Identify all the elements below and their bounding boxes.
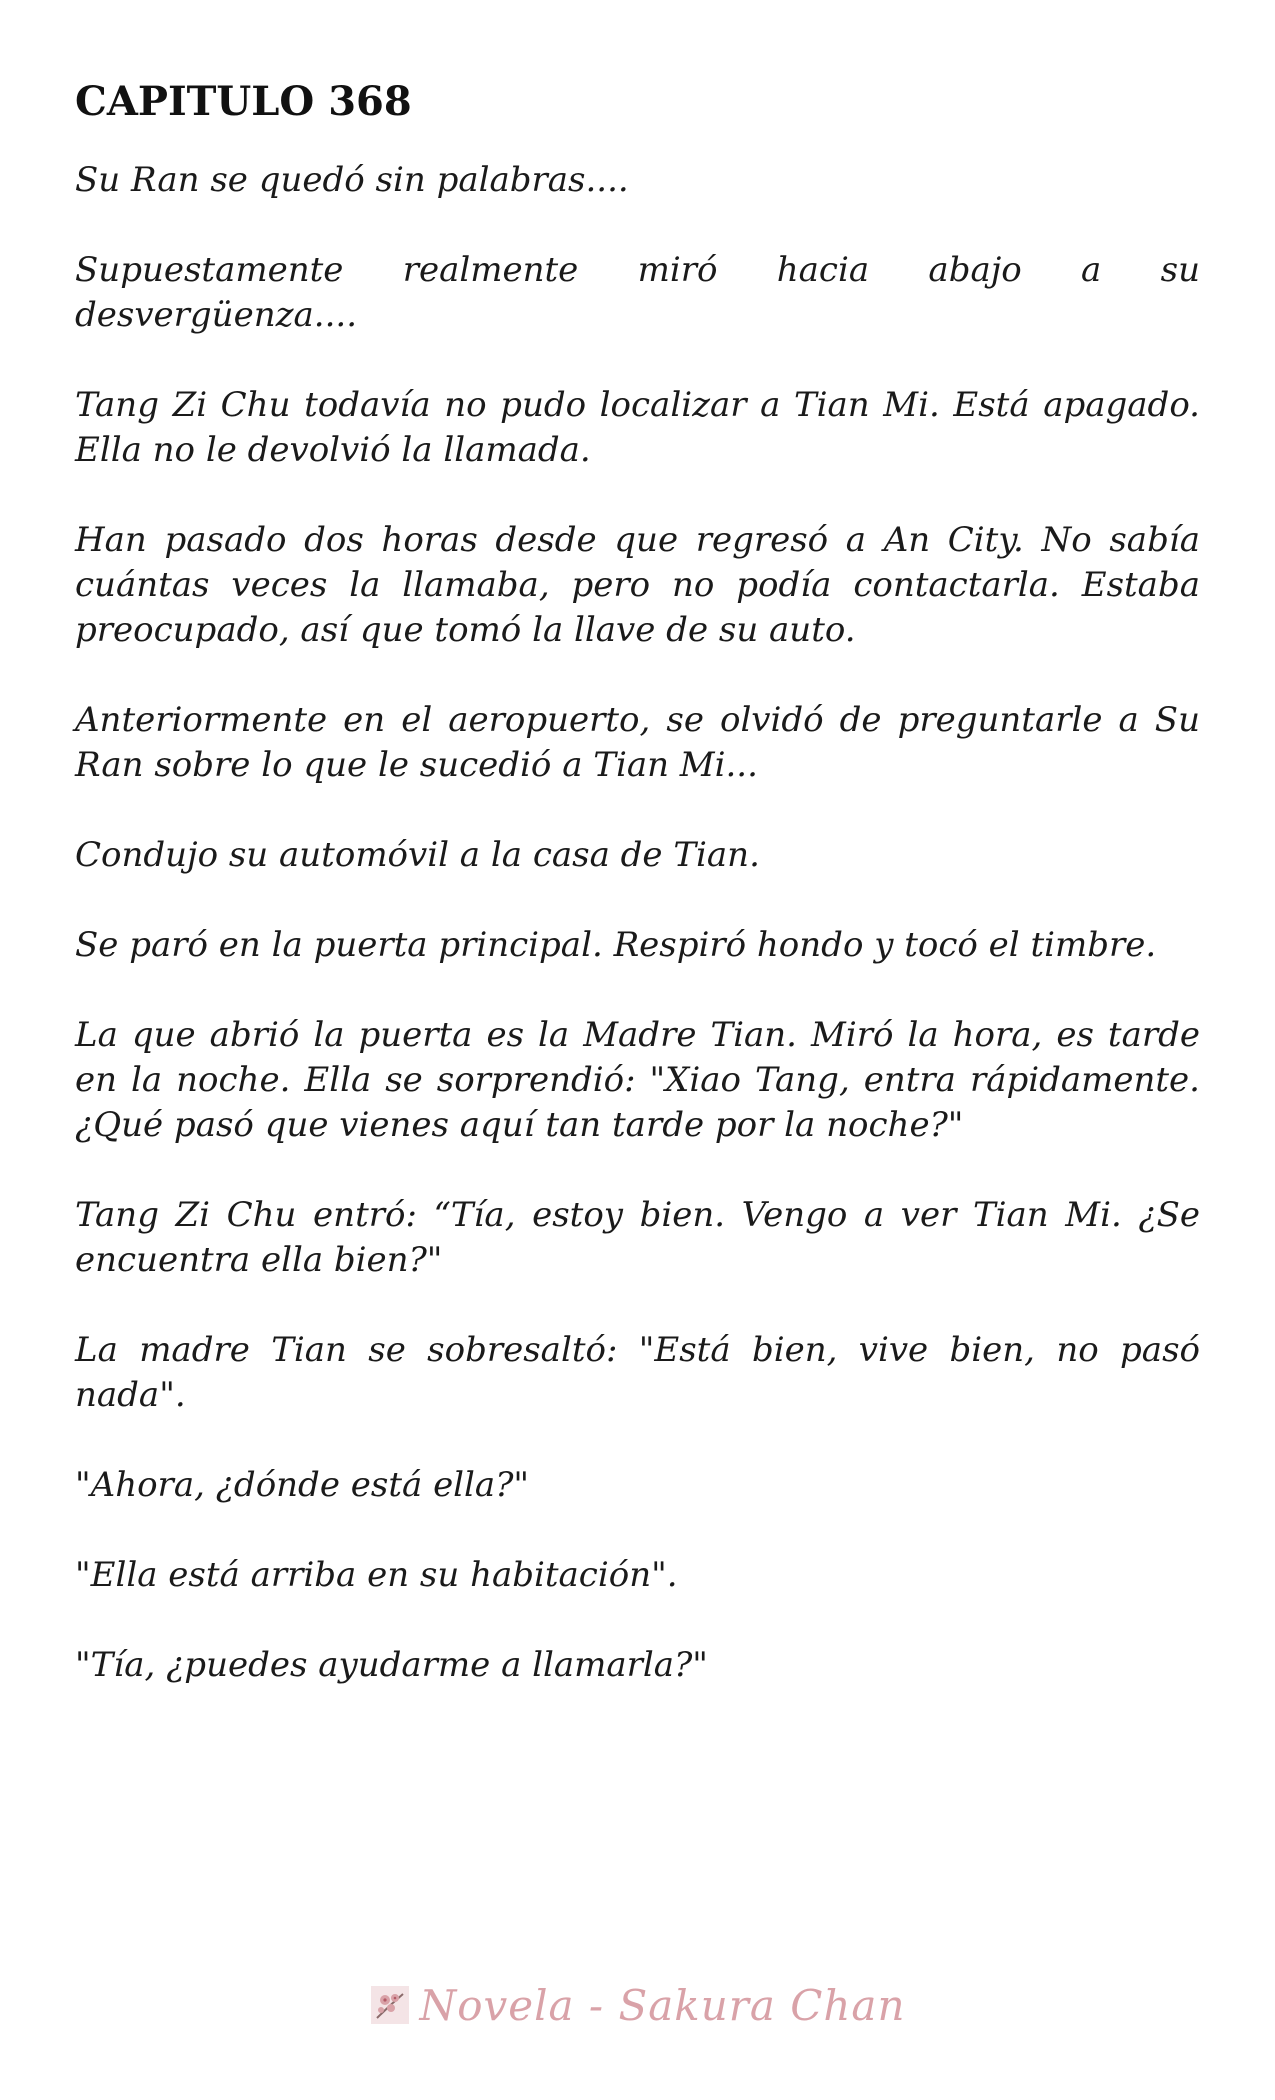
paragraph: Supuestamente realmente miró hacia abajo a su desvergüenza....	[75, 250, 1200, 335]
sakura-flower-icon	[369, 1984, 411, 2026]
paragraph: Se paró en la puerta principal. Respiró hondo y tocó el timbre.	[75, 925, 1157, 965]
paragraph: "Tía, ¿puedes ayudarme a llamarla?"	[75, 1645, 708, 1685]
paragraph: Anteriormente en el aeropuerto, se olvidó de preguntarle a Su Ran sobre lo que le sucedió a Tian Mi...	[75, 700, 1200, 785]
paragraph: Tang Zi Chu entró: “Tía, estoy bien. Vengo a ver Tian Mi. ¿Se encuentra ella bien?"	[75, 1195, 1200, 1280]
paragraph: "Ella está arriba en su habitación".	[75, 1555, 678, 1595]
paragraph: Su Ran se quedó sin palabras....	[75, 160, 629, 200]
paragraph: La que abrió la puerta es la Madre Tian. Miró la hora, es tarde en la noche. Ella se sorprendió: "Xiao Tang, entra rápidamente. ¿Qué pasó que vienes aquí tan tarde por la noche?"	[75, 1015, 1200, 1145]
paragraph: "Ahora, ¿dónde está ella?"	[75, 1465, 530, 1505]
paragraph: Han pasado dos horas desde que regresó a An City. No sabía cuántas veces la llamaba, pero no podía contactarla. Estaba preocupado, así que tomó la llave de su auto.	[75, 520, 1200, 650]
paragraph: Condujo su automóvil a la casa de Tian.	[75, 835, 760, 875]
document-page	[75, 72, 1200, 1733]
chapter-title: CAPITULO 368	[75, 78, 412, 125]
watermark	[0, 1975, 1275, 2035]
paragraph: La madre Tian se sobresaltó: "Está bien, vive bien, no pasó nada".	[75, 1330, 1200, 1415]
paragraph: Tang Zi Chu todavía no pudo localizar a Tian Mi. Está apagado. Ella no le devolvió la llamada.	[75, 385, 1200, 470]
watermark-text: Novela - Sakura Chan	[419, 1980, 906, 2030]
